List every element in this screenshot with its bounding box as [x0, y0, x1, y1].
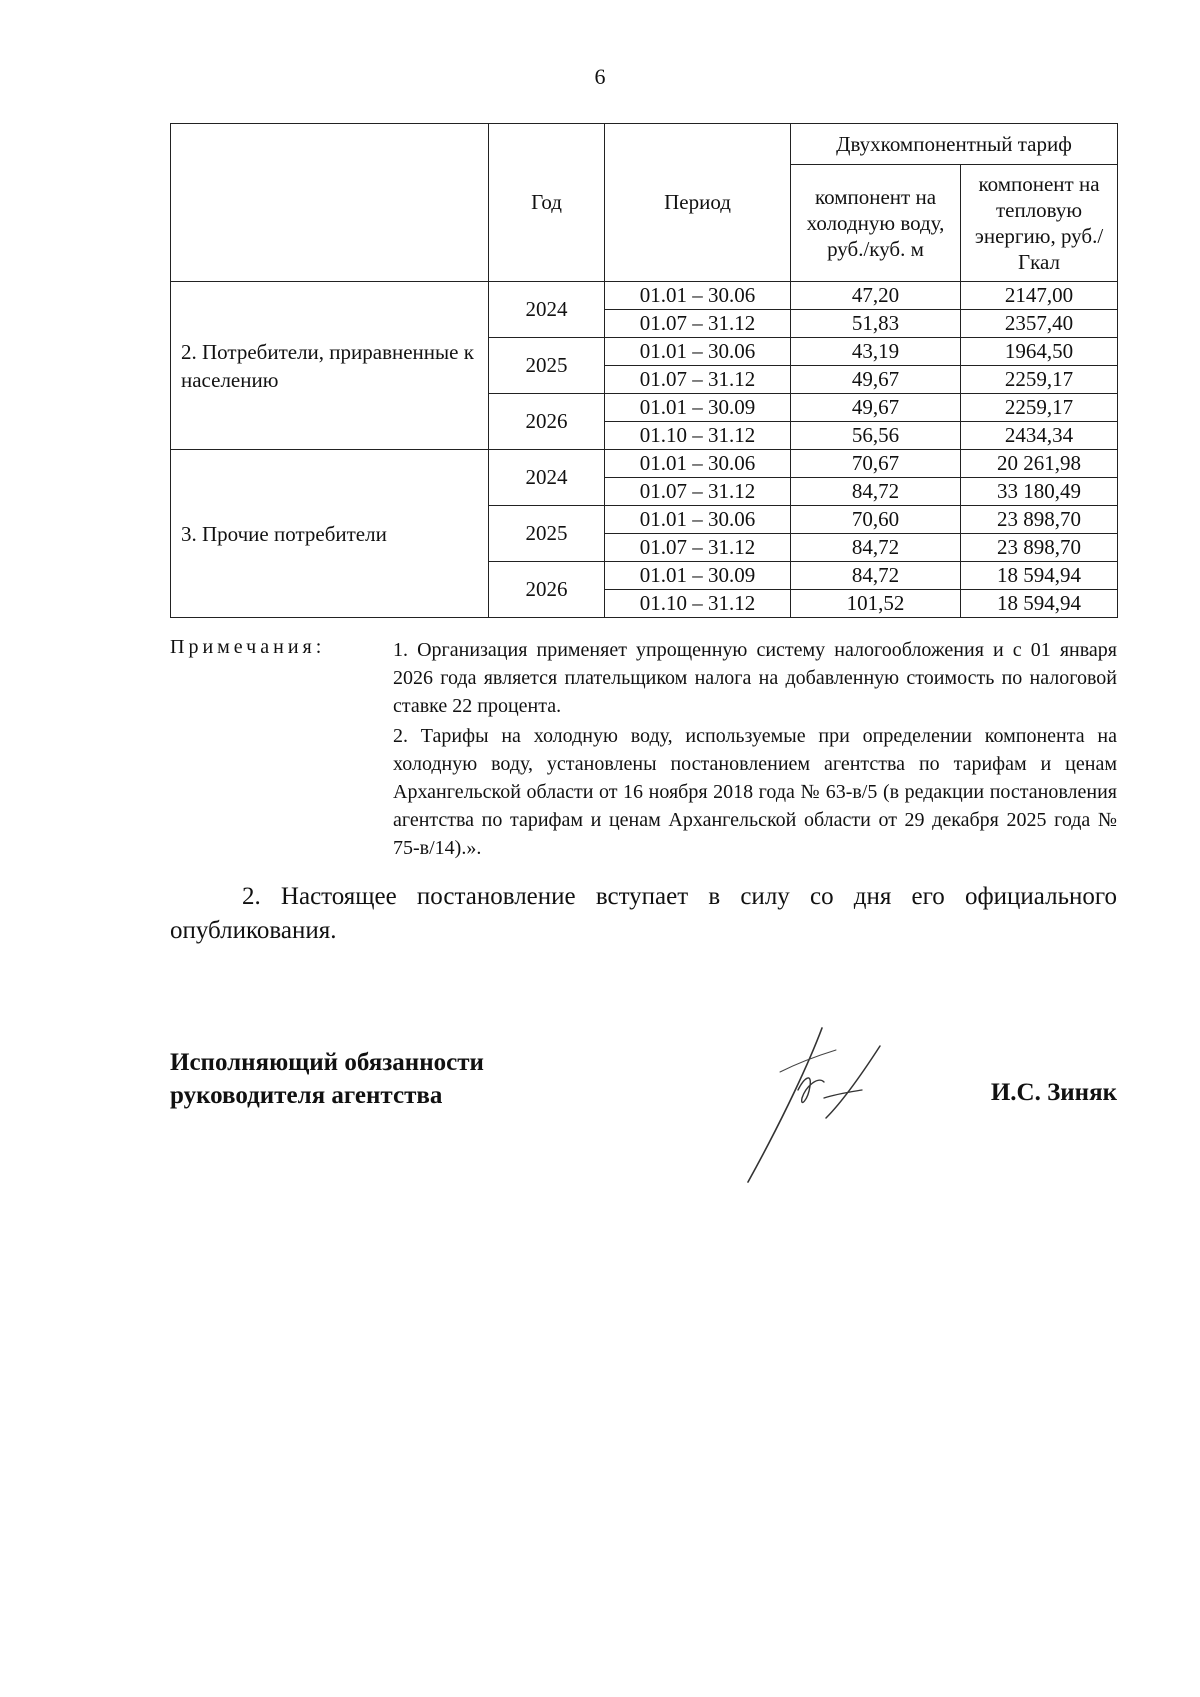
- heat-value-cell: 2259,17: [961, 394, 1118, 422]
- cold-value-cell: 84,72: [791, 562, 961, 590]
- cold-value-cell: 101,52: [791, 590, 961, 618]
- notes-list: [393, 636, 1117, 862]
- group-name: 2. Потребители, приравненные к населению: [171, 282, 489, 450]
- cold-value-cell: 49,67: [791, 366, 961, 394]
- heat-value-cell: 18 594,94: [961, 590, 1118, 618]
- year-cell: 2026: [489, 394, 605, 450]
- period-cell: 01.07 – 31.12: [605, 366, 791, 394]
- heat-value-cell: 18 594,94: [961, 562, 1118, 590]
- year-cell: 2024: [489, 282, 605, 338]
- header-cold-water: компонент на холодную воду, руб./куб. м: [791, 165, 961, 282]
- handwritten-signature: [740, 1020, 890, 1190]
- period-cell: 01.01 – 30.06: [605, 338, 791, 366]
- header-year: Год: [489, 124, 605, 282]
- cold-value-cell: 70,60: [791, 506, 961, 534]
- header-tariff-group: Двухкомпонентный тариф: [791, 124, 1118, 165]
- cold-value-cell: 47,20: [791, 282, 961, 310]
- year-cell: 2026: [489, 562, 605, 618]
- signer-position: [170, 1046, 484, 1112]
- heat-value-cell: 2434,34: [961, 422, 1118, 450]
- period-cell: 01.01 – 30.06: [605, 450, 791, 478]
- period-cell: 01.07 – 31.12: [605, 534, 791, 562]
- signer-position-line: руководителя агентства: [170, 1082, 443, 1109]
- period-cell: 01.01 – 30.09: [605, 394, 791, 422]
- cold-value-cell: 49,67: [791, 394, 961, 422]
- year-cell: 2024: [489, 450, 605, 506]
- signer-position-line: Исполняющий обязанности: [170, 1049, 484, 1076]
- cold-value-cell: 70,67: [791, 450, 961, 478]
- period-cell: 01.01 – 30.09: [605, 562, 791, 590]
- year-cell: 2025: [489, 506, 605, 562]
- heat-value-cell: 2259,17: [961, 366, 1118, 394]
- period-cell: 01.10 – 31.12: [605, 422, 791, 450]
- period-cell: 01.07 – 31.12: [605, 310, 791, 338]
- cold-value-cell: 84,72: [791, 478, 961, 506]
- page-number: 6: [594, 64, 606, 89]
- header-period: Период: [605, 124, 791, 282]
- note-item: 2. Тарифы на холодную воду, используемые при определении компонента на холодную воду, установлены постановлением агентства по тарифам и ценам Архангельской области от 16 ноября 2018 года № 63-в/5 (в редакции постановления агентства по тарифам и ценам Архангельской области от 29 декабря 2025 года № 75-в/14).».: [393, 725, 1117, 859]
- header-heat: компонент на тепловую энергию, руб./Гкал: [961, 165, 1118, 282]
- year-cell: 2025: [489, 338, 605, 394]
- header-empty-cell: [171, 124, 489, 282]
- period-cell: 01.01 – 30.06: [605, 506, 791, 534]
- heat-value-cell: 20 261,98: [961, 450, 1118, 478]
- heat-value-cell: 23 898,70: [961, 506, 1118, 534]
- cold-value-cell: 84,72: [791, 534, 961, 562]
- period-cell: 01.10 – 31.12: [605, 590, 791, 618]
- group-name: 3. Прочие потребители: [171, 450, 489, 618]
- tariff-table: [170, 123, 1118, 618]
- heat-value-cell: 2147,00: [961, 282, 1118, 310]
- note-item: 1. Организация применяет упрощенную систему налогообложения и с 01 января 2026 года является плательщиком налога на добавленную стоимость по налоговой ставке 22 процента.: [393, 639, 1117, 717]
- heat-value-cell: 2357,40: [961, 310, 1118, 338]
- heat-value-cell: 33 180,49: [961, 478, 1118, 506]
- clause-paragraph: 2. Настоящее постановление вступает в силу со дня его официального опубликования.: [170, 883, 1117, 944]
- period-cell: 01.07 – 31.12: [605, 478, 791, 506]
- heat-value-cell: 1964,50: [961, 338, 1118, 366]
- signer-name: И.С. Зиняк: [990, 1079, 1117, 1106]
- heat-value-cell: 23 898,70: [961, 534, 1118, 562]
- period-cell: 01.01 – 30.06: [605, 282, 791, 310]
- cold-value-cell: 51,83: [791, 310, 961, 338]
- cold-value-cell: 56,56: [791, 422, 961, 450]
- notes-label: Примечания:: [170, 636, 326, 658]
- cold-value-cell: 43,19: [791, 338, 961, 366]
